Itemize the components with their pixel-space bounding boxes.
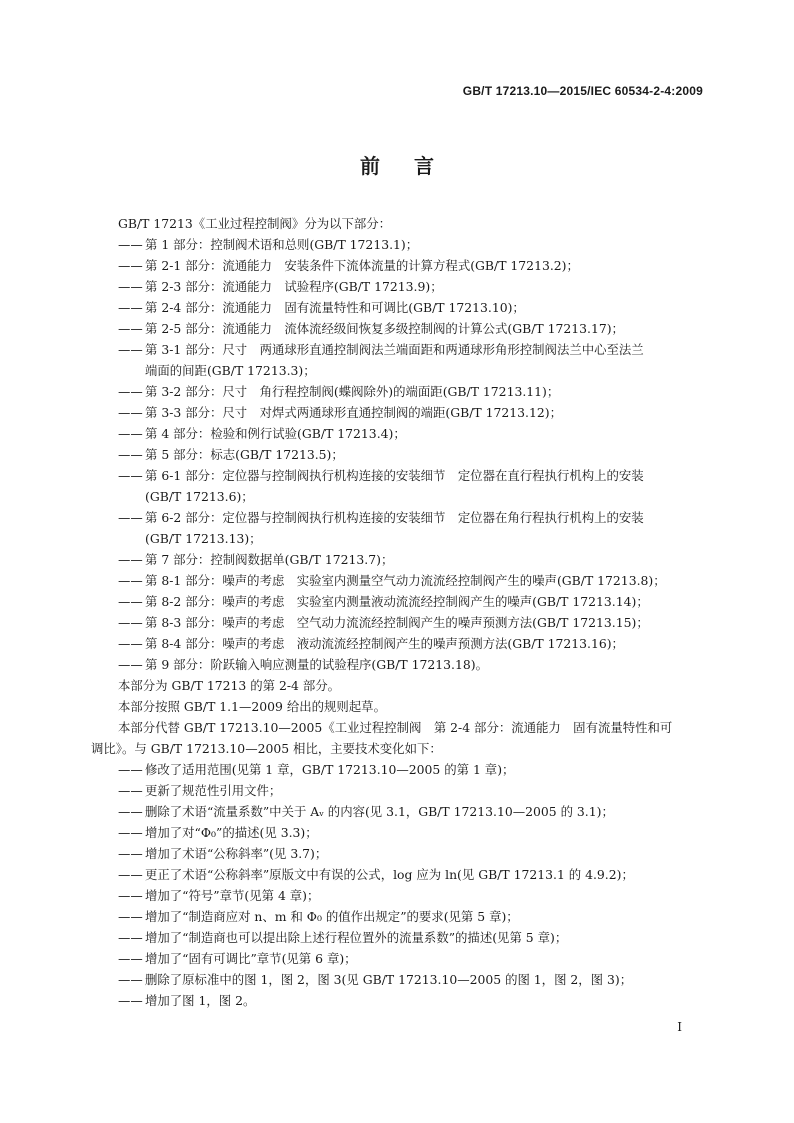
em-dash-marker: —— (118, 426, 143, 441)
paragraph-replacement-line1: 本部分代替 GB/T 17213.10—2005《工业过程控制阀 第 2-4 部分：流通能力 固有流量特性和可 (118, 720, 673, 735)
em-dash-marker: —— (118, 909, 143, 924)
em-dash-marker: —— (118, 825, 143, 840)
list-item-part (91, 276, 705, 297)
list-item-change (91, 990, 705, 1011)
changes-list (91, 759, 705, 1011)
em-dash-marker: —— (118, 342, 143, 357)
em-dash-marker: —— (118, 384, 143, 399)
intro-paragraph: GB/T 17213《工业过程控制阀》分为以下部分： (118, 216, 392, 231)
list-item-part (91, 654, 705, 675)
em-dash-marker: —— (118, 804, 143, 819)
list-item-change (91, 864, 705, 885)
em-dash-marker: —— (118, 447, 143, 462)
list-item-part (91, 423, 705, 444)
list-item-text: 第 2-4 部分：流通能力 固有流量特性和可调比(GB/T 17213.10)； (145, 300, 525, 315)
em-dash-marker: —— (118, 615, 143, 630)
em-dash-marker: —— (118, 993, 143, 1008)
paragraph-scope: 本部分为 GB/T 17213 的第 2-4 部分。 (118, 678, 341, 693)
list-item-text: 第 9 部分：阶跃输入响应测量的试验程序(GB/T 17213.18)。 (145, 657, 488, 672)
list-item-part (91, 444, 705, 465)
list-item-change (91, 948, 705, 969)
list-item-text: 第 6-1 部分：定位器与控制阀执行机构连接的安装细节 定位器在直行程执行机构上的安装 (145, 468, 644, 483)
list-item-text: 第 7 部分：控制阀数据单(GB/T 17213.7)； (145, 552, 394, 567)
em-dash-marker: —— (118, 636, 143, 651)
list-item-text: 第 3-2 部分：尺寸 角行程控制阀(蝶阀除外)的端面距(GB/T 17213.11)； (145, 384, 560, 399)
em-dash-marker: —— (118, 951, 143, 966)
list-item-text: 第 6-2 部分：定位器与控制阀执行机构连接的安装细节 定位器在角行程执行机构上的安装 (145, 510, 644, 525)
list-item-change (91, 780, 705, 801)
list-item-text: 增加了“制造商也可以提出除上述行程位置外的流量系数”的描述(见第 5 章)； (145, 930, 568, 945)
em-dash-marker: —— (118, 867, 143, 882)
list-item-text: 增加了图 1，图 2。 (145, 993, 256, 1008)
em-dash-marker: —— (118, 657, 143, 672)
list-item-part (91, 234, 705, 255)
em-dash-marker: —— (118, 405, 143, 420)
list-item-part (91, 339, 705, 360)
list-item-continuation: (GB/T 17213.6)； (145, 489, 254, 504)
list-item-text: 第 1 部分：控制阀术语和总则(GB/T 17213.1)； (145, 237, 419, 252)
list-item-text: 增加了对“Φ₀”的描述(见 3.3)； (145, 825, 318, 840)
list-item-text: 第 8-1 部分：噪声的考虑 实验室内测量空气动力流流经控制阀产生的噪声(GB/T 17213.8)； (145, 573, 666, 588)
list-item-change (91, 759, 705, 780)
list-item-continuation: 端面的间距(GB/T 17213.3)； (145, 363, 316, 378)
list-item-change (91, 822, 705, 843)
list-item-part (91, 591, 705, 612)
em-dash-marker: —— (118, 300, 143, 315)
list-item-continuation: (GB/T 17213.13)； (145, 531, 262, 546)
list-item-text: 第 8-2 部分：噪声的考虑 实验室内测量液动流流经控制阀产生的噪声(GB/T 17213.14)； (145, 594, 649, 609)
em-dash-marker: —— (118, 888, 143, 903)
paragraph-replacement-line2: 调比》。与 GB/T 17213.10—2005 相比，主要技术变化如下： (91, 741, 442, 756)
page-number: I (677, 1020, 682, 1034)
list-item-text: 第 5 部分：标志(GB/T 17213.5)； (145, 447, 344, 462)
em-dash-marker: —— (118, 552, 143, 567)
header-standard-code: GB/T 17213.10—2015/IEC 60534-2-4:2009 (462, 84, 703, 98)
list-item-text: 第 3-1 部分：尺寸 两通球形直通控制阀法兰端面距和两通球形角形控制阀法兰中心至法兰 (145, 342, 644, 357)
list-item-change (91, 843, 705, 864)
list-item-text: 增加了术语“公称斜率”(见 3.7)； (145, 846, 328, 861)
em-dash-marker: —— (118, 510, 143, 525)
list-item-part (91, 507, 705, 528)
list-item-text: 修改了适用范围(见第 1 章，GB/T 17213.10—2005 的第 1 章)； (145, 762, 515, 777)
page-title: 前言 (360, 154, 468, 178)
list-item-text: 第 8-4 部分：噪声的考虑 液动流流经控制阀产生的噪声预测方法(GB/T 17213.16)； (145, 636, 624, 651)
list-item-part (91, 318, 705, 339)
em-dash-marker: —— (118, 279, 143, 294)
list-item-text: 第 8-3 部分：噪声的考虑 空气动力流流经控制阀产生的噪声预测方法(GB/T 17213.15)； (145, 615, 649, 630)
list-item-text: 增加了“制造商应对 n、m 和 Φ₀ 的值作出规定”的要求(见第 5 章)； (145, 909, 519, 924)
list-item-text: 更正了术语“公称斜率”原版文中有误的公式，log 应为 ln(见 GB/T 17213.1 的 4.9.2)； (145, 867, 634, 882)
list-item-text: 删除了原标准中的图 1，图 2，图 3(见 GB/T 17213.10—2005 的图 1，图 2，图 3)； (145, 972, 633, 987)
list-item-change (91, 801, 705, 822)
list-item-part (91, 297, 705, 318)
list-item-part (91, 465, 705, 486)
em-dash-marker: —— (118, 783, 143, 798)
list-item-part (91, 633, 705, 654)
list-item-part (91, 402, 705, 423)
list-item-part (91, 549, 705, 570)
em-dash-marker: —— (118, 321, 143, 336)
list-item-text: 第 2-5 部分：流通能力 流体流经级间恢复多级控制阀的计算公式(GB/T 17213.17)； (145, 321, 624, 336)
list-item-text: 删除了术语“流量系数”中关于 Aᵥ 的内容(见 3.1，GB/T 17213.10—2005 的 3.1)； (145, 804, 614, 819)
list-item-change (91, 885, 705, 906)
list-item-text: 第 4 部分：检验和例行试验(GB/T 17213.4)； (145, 426, 406, 441)
list-item-text: 更新了规范性引用文件； (145, 783, 282, 798)
list-item-change (91, 906, 705, 927)
list-item-part (91, 612, 705, 633)
parts-list (91, 234, 705, 675)
list-item-change (91, 927, 705, 948)
list-item-part (91, 381, 705, 402)
em-dash-marker: —— (118, 237, 143, 252)
em-dash-marker: —— (118, 762, 143, 777)
em-dash-marker: —— (118, 594, 143, 609)
paragraph-drafting-rules: 本部分按照 GB/T 1.1—2009 给出的规则起草。 (118, 699, 386, 714)
em-dash-marker: —— (118, 972, 143, 987)
em-dash-marker: —— (118, 468, 143, 483)
em-dash-marker: —— (118, 930, 143, 945)
document-body (91, 213, 705, 1011)
em-dash-marker: —— (118, 573, 143, 588)
list-item-text: 第 2-1 部分：流通能力 安装条件下流体流量的计算方程式(GB/T 17213.2)； (145, 258, 579, 273)
em-dash-marker: —— (118, 258, 143, 273)
list-item-text: 第 2-3 部分：流通能力 试验程序(GB/T 17213.9)； (145, 279, 443, 294)
list-item-part (91, 255, 705, 276)
list-item-text: 增加了“固有可调比”章节(见第 6 章)； (145, 951, 357, 966)
list-item-text: 增加了“符号”章节(见第 4 章)； (145, 888, 320, 903)
list-item-text: 第 3-3 部分：尺寸 对焊式两通球形直通控制阀的端距(GB/T 17213.12)； (145, 405, 562, 420)
em-dash-marker: —— (118, 846, 143, 861)
list-item-change (91, 969, 705, 990)
list-item-part (91, 570, 705, 591)
